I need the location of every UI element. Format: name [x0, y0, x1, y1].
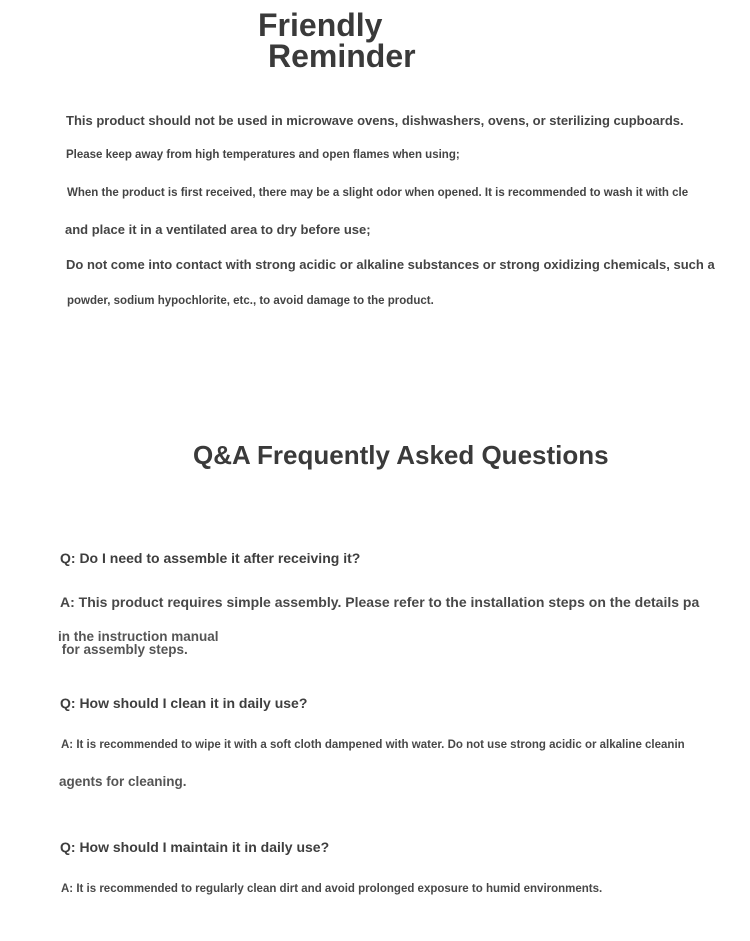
reminder-line: and place it in a ventilated area to dry before use;	[65, 222, 371, 237]
qa-title: Q&A Frequently Asked Questions	[193, 440, 609, 470]
reminder-line: powder, sodium hypochlorite, etc., to avoid damage to the product.	[67, 295, 434, 307]
qa-question: Q: How should I maintain it in daily use?	[60, 839, 330, 855]
reminder-line: Do not come into contact with strong acidic or alkaline substances or strong oxidizing chemicals, such a	[66, 257, 715, 272]
reminder-line: This product should not be used in microwave ovens, dishwashers, ovens, or sterilizing cupboards.	[66, 113, 684, 128]
qa-answer-line: A: It is recommended to wipe it with a soft cloth dampened with water. Do not use strong acidic or alkaline cleanin	[61, 739, 685, 751]
reminder-title-line2: Reminder	[268, 38, 416, 74]
qa-answer-line: for assembly steps.	[58, 642, 188, 657]
qa-question: Q: How should I clean it in daily use?	[60, 695, 308, 711]
reminder-line: Please keep away from high temperatures and open flames when using;	[66, 149, 460, 161]
qa-answer-line: agents for cleaning.	[59, 774, 187, 789]
qa-question: Q: Do I need to assemble it after receiving it?	[60, 550, 361, 566]
reminder-line: When the product is first received, there may be a slight odor when opened. It is recommended to wash it with cle	[67, 187, 689, 199]
qa-answer-line: in the instruction manual	[58, 629, 219, 644]
reminder-title-line1: Friendly	[258, 7, 383, 43]
qa-answer-line: A: This product requires simple assembly. Please refer to the installation steps on the details pa	[60, 594, 700, 610]
qa-answer-line: A: It is recommended to regularly clean dirt and avoid prolonged exposure to humid environments.	[61, 883, 603, 895]
